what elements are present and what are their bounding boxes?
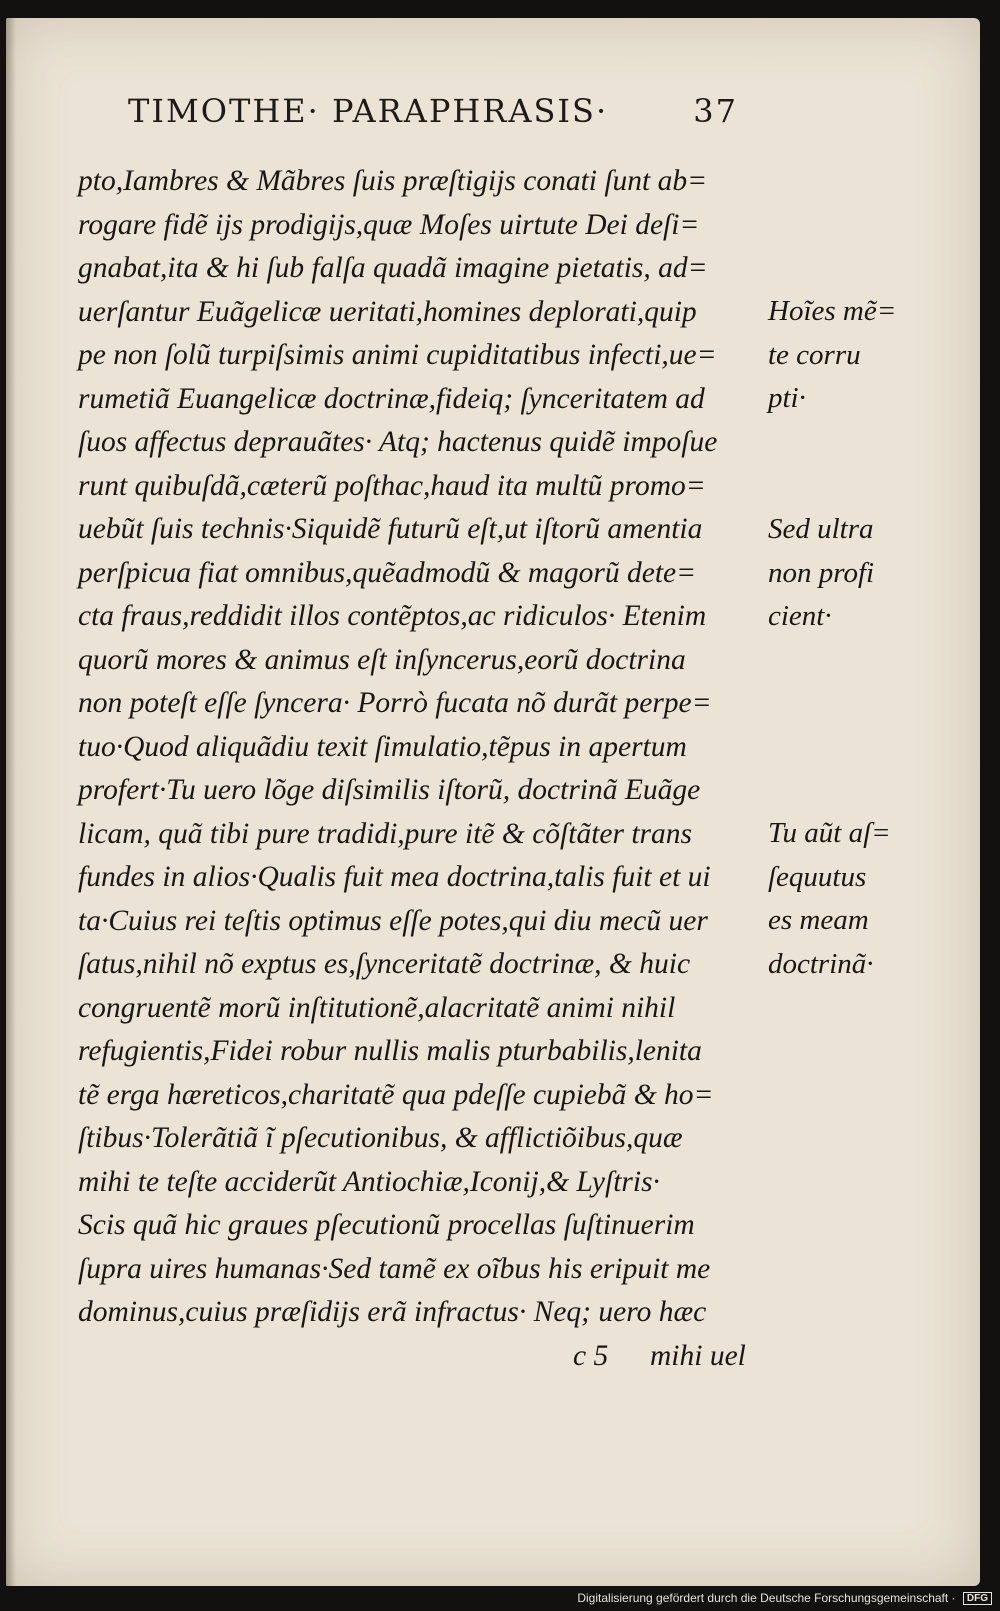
text-line: congruentẽ morũ inſtitutionẽ,alacritatẽ animi nihil [78, 991, 676, 1024]
text-line: perſpicua fiat omnibus,quẽadmodũ & magorũ dete= [78, 556, 697, 589]
margin-note-line: Sed ultra [768, 513, 874, 545]
text-line: Scis quã hic graues pſecutionũ procellas ſuſtinuerim [78, 1209, 695, 1241]
margin-note-line: doctrinã· [768, 947, 874, 980]
text-line: ta·Cuius rei teſtis optimus eſſe potes,qui diu mecũ uer [78, 904, 708, 937]
margin-note-line: pti· [768, 382, 806, 414]
credit-text: Digitalisierung gefördert durch die Deutsche Forschungsgemeinschaft · [577, 1590, 956, 1605]
text-line: rogare fidẽ ijs prodigijs,quæ Moſes uirtute Dei deſi= [78, 208, 700, 241]
text-line: refugientis,Fidei robur nullis malis pturbabilis,lenita [78, 1035, 702, 1067]
text-line: fundes in alios·Qualis fuit mea doctrina,talis fuit et ui [78, 861, 711, 893]
text-line: ſupra uires humanas·Sed tamẽ ex oĩbus his eripuit me [78, 1252, 711, 1285]
margin-note-line: cient· [768, 600, 832, 632]
text-line: licam, quã tibi pure tradidi,pure itẽ & cõſtãter trans [78, 817, 692, 850]
main-text-block [78, 160, 758, 1378]
margin-note-line: Tu aũt aſ= [768, 817, 891, 849]
catchword: mihi uel [650, 1339, 746, 1372]
margin-note-1 [768, 290, 908, 421]
text-line: rumetiã Euangelicæ doctrinæ,fideiq; ſynceritatem ad [78, 382, 705, 415]
margin-note-line: non profi [768, 556, 875, 589]
catchword-line [78, 1335, 758, 1379]
text-line: ſuos affectus deprauãtes· Atq; hactenus quidẽ impoſue [78, 426, 718, 458]
text-line: ſatus,nihil nõ exptus es,ſynceritatẽ doctrinæ, & huic [78, 948, 691, 980]
text-line: quorũ mores & animus eſt inſyncerus,eorũ doctrina [78, 643, 686, 676]
running-head [128, 92, 738, 136]
text-line: tẽ erga hæreticos,charitatẽ qua pdeſſe cupiebã & ho= [78, 1078, 714, 1111]
text-line: dominus,cuius præſidijs erã infractus· Neq; uero hæc [78, 1296, 707, 1328]
text-line: pto,Iambres & Mãbres ſuis præſtigijs conati ſunt ab= [78, 165, 708, 197]
digitization-credit [577, 1591, 992, 1605]
margin-note-2 [768, 508, 908, 639]
text-line: mihi te teſte acciderũt Antiochiæ,Iconij,& Lyſtris· [78, 1165, 660, 1198]
text-line: profert·Tu uero lõge diſsimilis iſtorũ, doctrinã Euãge [78, 774, 701, 806]
margin-note-line: Hoĩes mẽ= [768, 295, 897, 327]
text-line: uerſantur Euãgelicæ ueritati,homines deplorati,quip [78, 295, 697, 328]
margin-note-3 [768, 812, 908, 986]
text-line: pe non ſolũ turpiſsimis animi cupiditatibus infecti,ue= [78, 339, 717, 371]
text-line: non poteſt eſſe ſyncera· Porrò fucata nõ durãt perpe= [78, 687, 712, 719]
margin-note-line: es meam [768, 904, 869, 936]
margin-note-line: te corru [768, 338, 861, 371]
text-line: cta fraus,reddidit illos contẽptos,ac ridiculos· Etenim [78, 600, 707, 632]
running-head-title: TIMOTHE· PARAPHRASIS· [128, 92, 609, 130]
margin-note-line: ſequutus [768, 860, 867, 893]
text-line: runt quibuſdã,cæterũ poſthac,haud ita multũ promo= [78, 469, 706, 502]
text-line: ſtibus·Tolerãtiã ĩ pſecutionibus, & afflictiõibus,quæ [78, 1122, 683, 1154]
folio-number: 37 [693, 92, 738, 130]
signature-mark: c 5 [573, 1339, 609, 1372]
text-line: uebũt ſuis technis·Siquidẽ futurũ eſt,ut iſtorũ amentia [78, 513, 703, 545]
gutter-shadow [6, 18, 16, 1586]
dfg-logo-icon: DFG [963, 1592, 992, 1605]
text-line: gnabat,ita & hi ſub falſa quadã imagine pietatis, ad= [78, 252, 708, 284]
text-line: tuo·Quod aliquãdiu texit ſimulatio,tẽpus in apertum [78, 730, 687, 763]
